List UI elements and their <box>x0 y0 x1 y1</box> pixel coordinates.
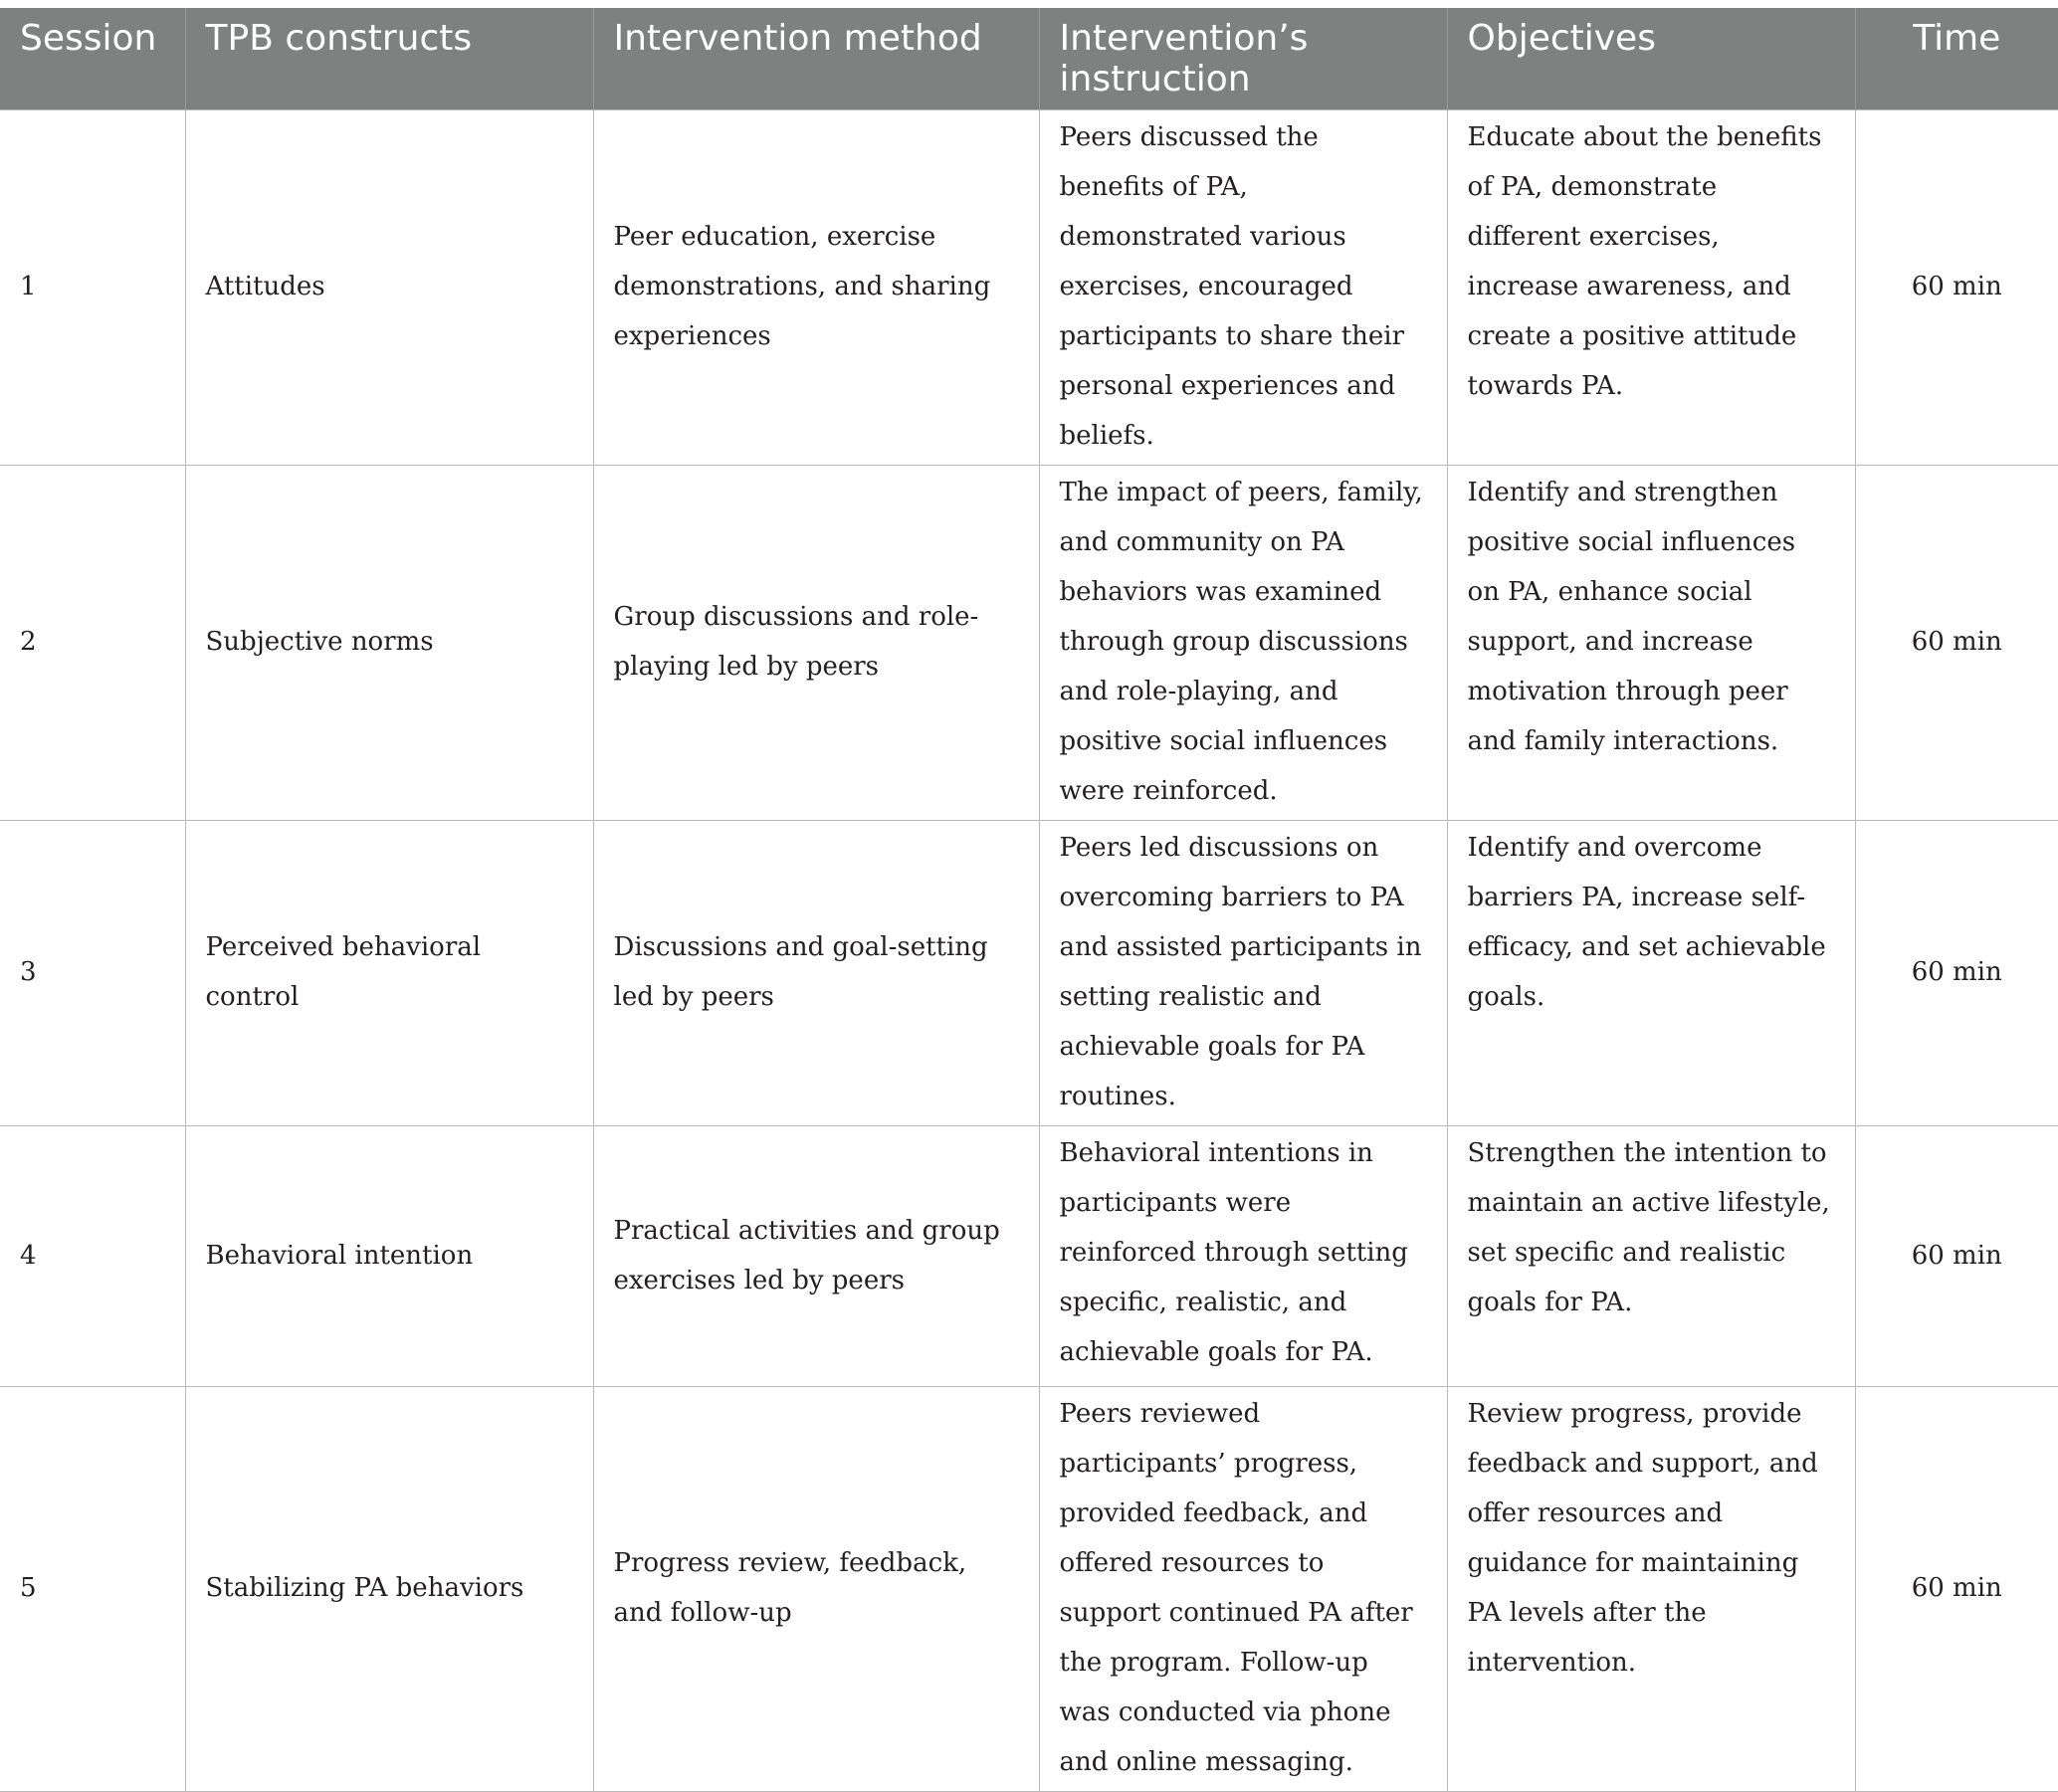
cell-tpb-construct: Subjective norms <box>185 466 593 821</box>
cell-session: 5 <box>0 1387 185 1792</box>
header-tpb-constructs: TPB constructs <box>185 8 593 110</box>
header-objectives: Objectives <box>1447 8 1855 110</box>
cell-intervention-method: Discussions and goal-setting led by peers <box>593 821 1039 1126</box>
cell-tpb-construct: Behavioral intention <box>185 1126 593 1387</box>
cell-time: 60 min <box>1855 466 2058 821</box>
cell-intervention-method: Group discussions and role-playing led by peers <box>593 466 1039 821</box>
table-row <box>0 466 2058 821</box>
cell-session: 3 <box>0 821 185 1126</box>
cell-objectives: Review progress, provide feedback and support, and offer resources and guidance for maintaining PA levels after the intervention. <box>1447 1387 1855 1792</box>
cell-intervention-instruction: Behavioral intentions in participants were reinforced through setting specific, realistic, and achievable goals for PA. <box>1039 1126 1447 1387</box>
header-row <box>0 8 2058 110</box>
table-row <box>0 821 2058 1126</box>
cell-objectives: Educate about the benefits of PA, demonstrate different exercises, increase awareness, and create a positive attitude towards PA. <box>1447 110 1855 466</box>
header-intervention-method: Intervention method <box>593 8 1039 110</box>
cell-time: 60 min <box>1855 1387 2058 1792</box>
header-time: Time <box>1855 8 2058 110</box>
table-row <box>0 1126 2058 1387</box>
cell-intervention-method: Peer education, exercise demonstrations, and sharing experiences <box>593 110 1039 466</box>
cell-time: 60 min <box>1855 1126 2058 1387</box>
intervention-table <box>0 8 2058 1792</box>
cell-time: 60 min <box>1855 110 2058 466</box>
cell-intervention-method: Practical activities and group exercises led by peers <box>593 1126 1039 1387</box>
cell-objectives: Identify and strengthen positive social influences on PA, enhance social support, and increase motivation through peer and family interactions. <box>1447 466 1855 821</box>
cell-intervention-instruction: Peers reviewed participants’ progress, provided feedback, and offered resources to support continued PA after the program. Follow-up was conducted via phone and online messaging. <box>1039 1387 1447 1792</box>
header-session: Session <box>0 8 185 110</box>
cell-session: 2 <box>0 466 185 821</box>
cell-session: 4 <box>0 1126 185 1387</box>
cell-objectives: Identify and overcome barriers PA, increase self-efficacy, and set achievable goals. <box>1447 821 1855 1126</box>
cell-tpb-construct: Attitudes <box>185 110 593 466</box>
cell-objectives: Strengthen the intention to maintain an active lifestyle, set specific and realistic goals for PA. <box>1447 1126 1855 1387</box>
cell-intervention-instruction: Peers led discussions on overcoming barriers to PA and assisted participants in setting realistic and achievable goals for PA routines. <box>1039 821 1447 1126</box>
table-row <box>0 1387 2058 1792</box>
cell-intervention-instruction: Peers discussed the benefits of PA, demonstrated various exercises, encouraged participants to share their personal experiences and beliefs. <box>1039 110 1447 466</box>
cell-time: 60 min <box>1855 821 2058 1126</box>
cell-intervention-method: Progress review, feedback, and follow-up <box>593 1387 1039 1792</box>
cell-tpb-construct: Stabilizing PA behaviors <box>185 1387 593 1792</box>
header-intervention-instruction: Intervention’s instruction <box>1039 8 1447 110</box>
cell-session: 1 <box>0 110 185 466</box>
cell-intervention-instruction: The impact of peers, family, and community on PA behaviors was examined through group discussions and role-playing, and positive social influences were reinforced. <box>1039 466 1447 821</box>
cell-tpb-construct: Perceived behavioral control <box>185 821 593 1126</box>
table-row <box>0 110 2058 466</box>
